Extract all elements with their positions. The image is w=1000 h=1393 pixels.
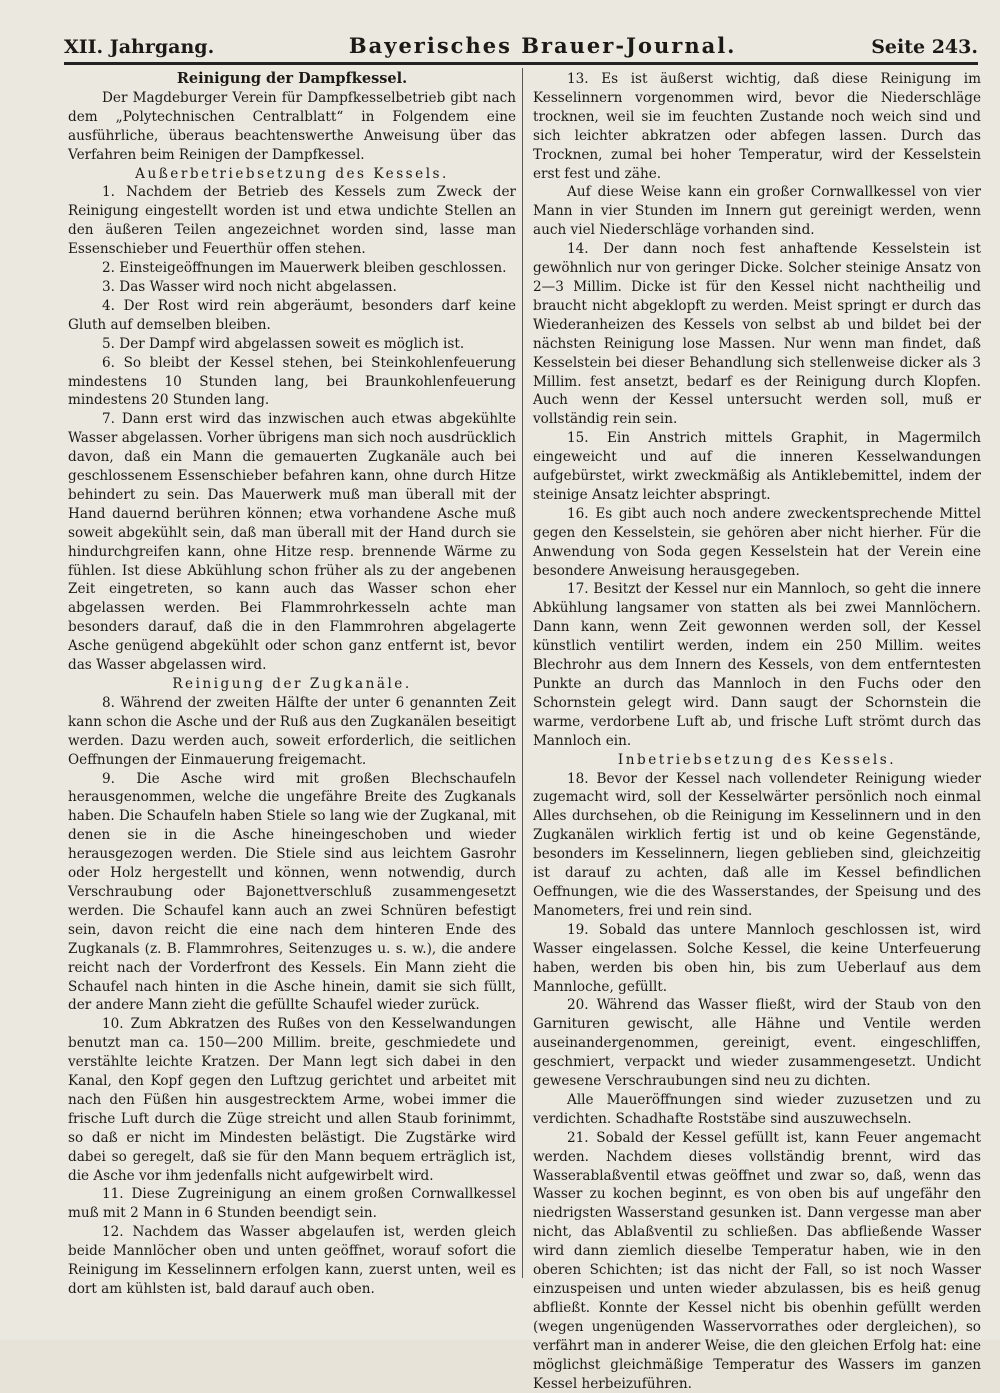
paragraph: Der Magdeburger Verein für Dampfkesselbetrieb gibt nach dem „Polytechnischen Centralblatt“ in Folgendem eine ausführliche, überaus beachtenswerthe Anweisung über das Verfahren beim Reinigen der Dampfkessel. xyxy=(68,89,516,163)
paragraph: 2. Einsteigeöffnungen im Mauerwerk bleiben geschlossen. xyxy=(102,260,507,277)
paragraph: Auf diese Weise kann ein großer Cornwallkessel von vier Mann in vier Stunden im Innern gut gereinigt werden, wenn auch viel Niederschläge vorhanden sind. xyxy=(533,184,981,239)
paragraph: 13. Es ist äußerst wichtig, daß diese Reinigung im Kesselinnern vorgenommen wird, bevor die Niederschläge trocknen, weil sie im feuchten Zustande noch weich sind und sich leichter abkratzen oder abfegen lassen. Durch das Trocknen, zumal bei hoher Temperatur, wird der Kesselstein erst fest und zähe. xyxy=(533,71,981,182)
paragraph: Alle Maueröffnungen sind wieder zuzusetzen und zu verdichten. Schadhafte Roststäbe sind auszuwechseln. xyxy=(533,1091,981,1127)
paragraph: 16. Es gibt auch noch andere zweckentsprechende Mittel gegen den Kesselstein, sie gehören aber nicht hierher. Für die Anwendung von Soda gegen Kesselstein hat der Verein eine besondere Anweisung herausgegeben. xyxy=(533,505,981,579)
section-heading: Inbetriebsetzung des Kessels. xyxy=(617,751,897,768)
column-divider xyxy=(522,68,523,1278)
paragraph: 17. Besitzt der Kessel nur ein Mannloch, so geht die innere Abkühlung langsamer von statten als bei zwei Mannlöchern. Dann kann, wenn Zeit gewonnen werden soll, der Kessel künstlich ventilirt werden, indem ein 250 Millim. weites Blechrohr aus dem Innern des Kessels, von dem entferntesten Punkte an durch das Mannloch in den Fuchs oder den Schornstein gelegt wird. Dann saugt der Schornstein die warme, verdorbene Luft ab, und frische Luft strömt durch das Mannloch ein. xyxy=(533,581,981,749)
paragraph: 9. Die Asche wird mit großen Blechschaufeln herausgenommen, welche die ungefähre Breite des Zugkanals haben. Die Schaufeln haben Stiele so lang wie der Zugkanal, mit denen sie in die Asche hineingeschoben und wieder herausgezogen werden. Die Stiele sind aus leichtem Gasrohr oder Holz hergestellt und können, wenn notwendig, durch Verschraubung oder Bajonettverschluß zusammengesetzt werden. Die Schaufel kann auch an zwei Schnüren befestigt sein, davon reicht die eine nach dem hinteren Ende des Zugkanals (z. B. Flammrohres, Seitenzuges u. s. w.), die andere reicht nach der Vorderfront des Kessels. Ein Mann zieht die Schaufel nach hinten in die Asche hinein, damit sie sich füllt, der andere Mann zieht die gefüllte Schaufel wieder zurück. xyxy=(68,770,516,1014)
paragraph: 6. So bleibt der Kessel stehen, bei Steinkohlenfeuerung mindestens 10 Stunden lang, bei Braunkohlenfeuerung mindestens 20 Stunden lang. xyxy=(68,354,516,409)
paragraph: 3. Das Wasser wird noch nicht abgelassen. xyxy=(102,278,397,295)
paragraph: 21. Sobald der Kessel gefüllt ist, kann Feuer angemacht werden. Nachdem dieses vollständig brennt, wird das Wasserablaßventil etwas geöffnet und zwar so, daß, wenn das Wasser zu kochen beginnt, es von oben bis auf ungefähr den niedrigsten Wasserstand gesunken ist. Dann vergesse man aber nicht, das Ablaßventil zu schließen. Das abfließende Wasser wird dann ziemlich dieselbe Temperatur haben, wie in den oberen Schichten; ist das nicht der Fall, so ist noch Wasser einzuspeisen und unten wieder abzulassen, bis es heiß genug abfließt. Konnte der Kessel nicht bis obenhin gefüllt werden (wegen ungenügenden Wasservorrathes oder dergleichen), so verfährt man in anderer Weise, die den gleichen Erfolg hat: eine möglichst gleichmäßige Temperatur des Wassers im ganzen Kessel herbeizuführen. xyxy=(533,1129,981,1392)
paragraph: 19. Sobald das untere Mannloch geschlossen ist, wird Wasser eingelassen. Solche Kessel, die keine Unterfeuerung haben, werden bis oben hin, bis zum Ueberlauf aus dem Mannloche, gefüllt. xyxy=(533,921,981,995)
paragraph: 18. Bevor der Kessel nach vollendeter Reinigung wieder zugemacht wird, soll der Kesselwärter persönlich noch einmal Alles durchsehen, ob die Reinigung im Kesselinnern und in den Zugkanälen wirklich fertig ist und ob keine Gegenstände, besonders im Kesselinnern, liegen geblieben sind, gleichzeitig ist darauf zu achten, daß alle im Kessel befindlichen Oeffnungen, wie die des Wasserstandes, der Speisung und des Manometers, frei und rein sind. xyxy=(533,770,981,919)
paragraph: 15. Ein Anstrich mittels Graphit, in Magermilch eingeweicht und auf die inneren Kesselwandungen aufgebürstet, wirkt zweckmäßig als Antiklebemittel, indem der steinige Ansatz leichter abspringt. xyxy=(533,430,981,503)
paragraph: 14. Der dann noch fest anhaftende Kesselstein ist gewöhnlich nur von geringer Dicke. Solcher steinige Ansatz von 2—3 Millim. Dicke ist für den Kessel nicht nachtheilig und braucht nicht abgeklopft zu werden. Meist springt er durch das Wiederanheizen des Kessels von selbst ab und bildet bei der nächsten Reinigung lose Massen. Nur wenn man findet, daß Kesselstein bei dieser Behandlung sich stellenweise dicker als 3 Millim. fest ansetzt, bedarf es der Reinigung durch Klopfen. Auch wenn der Kessel untersucht werden soll, muß er vollständig rein sein. xyxy=(533,241,981,428)
paragraph: 4. Der Rost wird rein abgeräumt, besonders darf keine Gluth auf demselben bleiben. xyxy=(68,297,516,333)
right-column xyxy=(533,70,981,1393)
paragraph: 7. Dann erst wird das inzwischen auch etwas abgekühlte Wasser abgelassen. Vorher übrigens man sich noch ausdrücklich davon, daß ein Mann die gemauerten Zugkanäle auch bei geschlossenem Essenschieber befahren kann, ohne durch Hitze behindert zu sein. Das Mauerwerk muß man überall mit der Hand dauernd berühren können; etwa vorhandene Asche muß soweit abgekühlt sein, daß man überall mit der Hand durch sie hindurchgreifen kann, ohne Hitze resp. brennende Wärme zu fühlen. Ist diese Abkühlung schon früher als zu der angebenen Zeit eingetreten, so kann auch das Wasser schon eher abgelassen werden. Bei Flammrohrkesseln achte man besonders darauf, daß die in den Flammrohren abgelagerte Asche genügend abgekühlt oder schon ganz entfernt ist, bevor das Wasser abgelassen wird. xyxy=(68,411,516,674)
paragraph: 10. Zum Abkratzen des Rußes von den Kesselwandungen benutzt man ca. 150—200 Millim. breite, geschmiedete und verstählte leichte Kratzen. Der Mann legt sich dabei in den Kanal, den Kopf gegen den Luftzug gerichtet und arbeitet mit nach den Füßen hin ausgestrecktem Arme, wobei immer die frische Luft durch die Züge streicht und allen Staub forinimmt, so daß er nicht im Mindesten belästigt. Die Zugstärke wird dabei so geregelt, daß sie für den Mann bequem erträglich ist, die Asche vor ihm jedenfalls nicht aufgewirbelt wird. xyxy=(68,1016,516,1184)
section-heading: Reinigung der Zugkanäle. xyxy=(172,676,412,692)
paragraph: 12. Nachdem das Wasser abgelaufen ist, werden gleich beide Mannlöcher oben und unten geöffnet, worauf sofort die Reinigung im Kesselinnern erfolgen kann, zuerst unten, weil es dort am kühlsten ist, bald darauf auch oben. xyxy=(68,1224,516,1297)
page-header xyxy=(64,30,978,58)
volume-label: XII. Jahrgang. xyxy=(64,36,215,58)
page-number: Seite 243. xyxy=(871,36,978,58)
journal-title: Bayerisches Brauer-Journal. xyxy=(348,33,737,58)
article-title: Reinigung der Dampfkessel. xyxy=(176,70,408,87)
header-rule xyxy=(64,62,978,65)
paragraph: 20. Während das Wasser fließt, wird der Staub von den Garnituren gewischt, alle Hähne und Ventile werden auseinandergenommen, gereinigt, event. eingeschliffen, geschmiert, verpackt und wieder zusammengesetzt. Undicht gewesene Verschraubungen sind neu zu dichten. xyxy=(533,997,981,1090)
left-column xyxy=(68,70,516,1299)
paragraph: 8. Während der zweiten Hälfte der unter 6 genannten Zeit kann schon die Asche und der Ruß aus den Zugkanälen beseitigt werden. Dazu werden auch, soweit erforderlich, die seitlichen Oeffnungen der Einmauerung freigemacht. xyxy=(68,694,516,768)
paragraph: 5. Der Dampf wird abgelassen soweit es möglich ist. xyxy=(102,335,465,352)
paragraph: 11. Diese Zugreinigung an einem großen Cornwallkessel muß mit 2 Mann in 6 Stunden beendigt sein. xyxy=(68,1186,516,1222)
section-heading: Außerbetriebsetzung des Kessels. xyxy=(135,165,449,182)
paragraph: 1. Nachdem der Betrieb des Kessels zum Zweck der Reinigung eingestellt worden ist und etwa undichte Stellen an den äußeren Teilen angezeichnet worden sind, lasse man Essenschieber und Feuerthür offen stehen. xyxy=(68,184,516,258)
